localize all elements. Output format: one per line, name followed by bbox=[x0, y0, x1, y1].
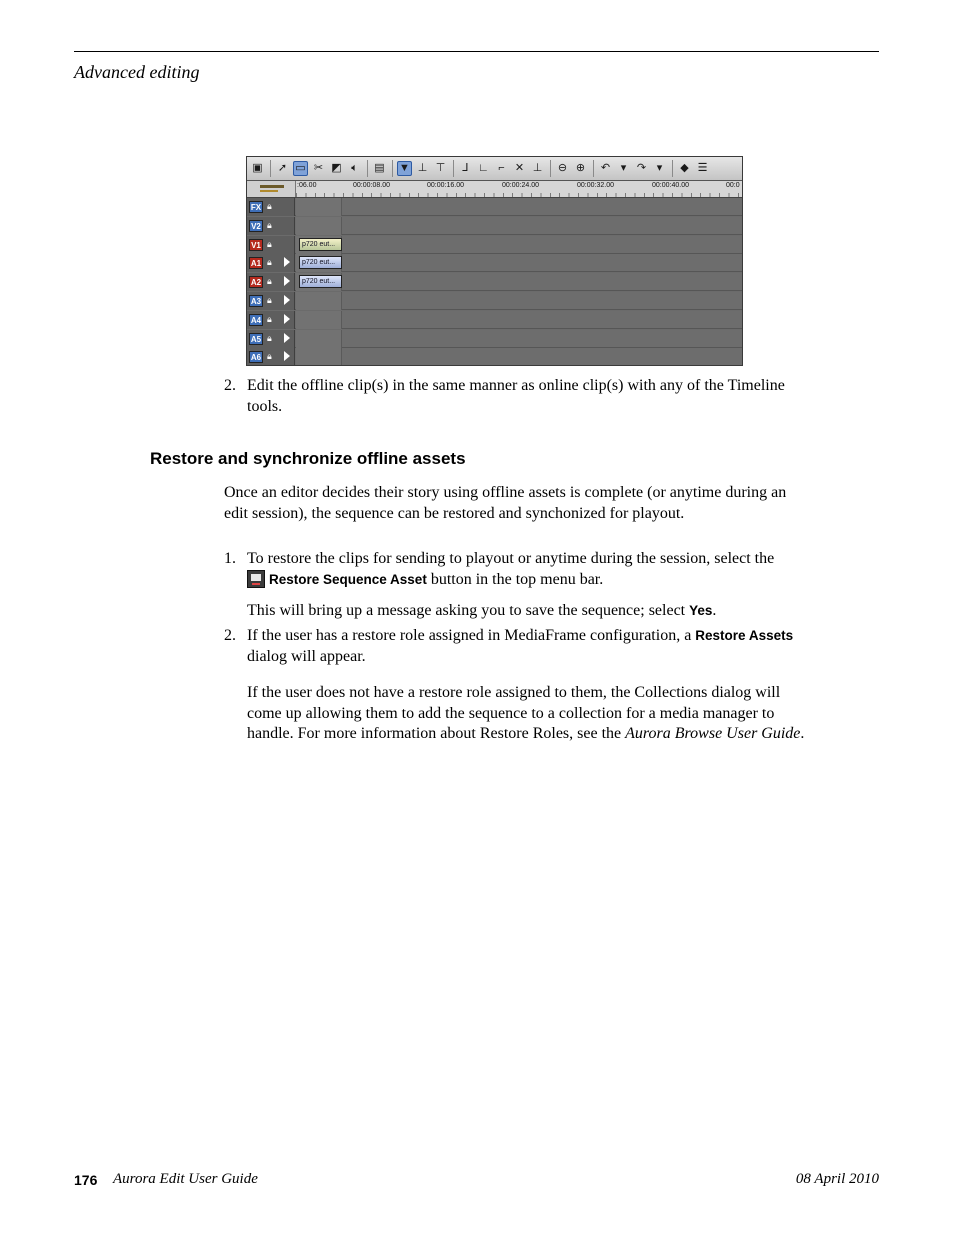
track-header[interactable] bbox=[247, 217, 295, 235]
insert-icon[interactable]: ▼ bbox=[397, 161, 412, 176]
toolbar-separator bbox=[367, 160, 368, 177]
speaker-icon[interactable]: 🔈︎ bbox=[351, 162, 358, 174]
track-lane[interactable] bbox=[296, 217, 342, 235]
step-paragraph-part: If the user does not have a restore role assigned to them, the Collections dialog will come up allowing them to add the sequence to a collection for a media manager to handle. For more information about Restore Roles, see the bbox=[247, 684, 781, 742]
lock-icon[interactable]: 🔒︎ bbox=[267, 219, 272, 230]
lock-icon[interactable]: 🔒︎ bbox=[267, 201, 272, 211]
timeline-clip[interactable]: p720 eut... bbox=[299, 256, 342, 269]
toolbar-separator bbox=[593, 160, 594, 177]
toolbar-separator bbox=[270, 160, 271, 177]
toolbar-separator bbox=[672, 160, 673, 177]
lock-icon[interactable]: 🔒︎ bbox=[267, 238, 272, 249]
track-lane[interactable] bbox=[296, 292, 342, 310]
play-icon[interactable] bbox=[284, 351, 290, 361]
lock-icon[interactable]: 🔒︎ bbox=[267, 276, 272, 287]
offline-tool-icon[interactable]: ▭ bbox=[293, 161, 308, 176]
track-header[interactable] bbox=[247, 254, 295, 272]
ui-label: Restore Sequence Asset bbox=[269, 571, 427, 587]
timecode-label: 00:0 bbox=[726, 182, 740, 189]
step-paragraph-part: . bbox=[800, 725, 805, 742]
section-heading: Restore and synchronize offline assets bbox=[150, 449, 466, 468]
track-lane[interactable] bbox=[296, 311, 342, 329]
track-header[interactable] bbox=[247, 198, 295, 216]
step-number: 2. bbox=[224, 377, 236, 394]
track-lane[interactable] bbox=[296, 348, 342, 366]
lock-icon[interactable]: 🔒︎ bbox=[267, 313, 272, 324]
ui-label: Restore Assets bbox=[695, 628, 794, 643]
timecode-label: 00:00:40.00 bbox=[652, 182, 689, 189]
delete-icon[interactable]: ✕ bbox=[514, 162, 525, 174]
track-row bbox=[247, 198, 742, 216]
step-note-part: This will bring up a message asking you to save the sequence; select bbox=[247, 602, 690, 619]
toolbar-separator bbox=[453, 160, 454, 177]
timeline-clip[interactable]: p720 eut... bbox=[299, 238, 342, 251]
track-row bbox=[247, 330, 742, 348]
track-row bbox=[247, 292, 742, 310]
marker-icon[interactable]: ◆ bbox=[680, 162, 689, 174]
ruler-head bbox=[247, 181, 296, 197]
timecode-ruler[interactable] bbox=[296, 181, 742, 197]
undo-icon[interactable]: ↶ bbox=[600, 162, 611, 174]
scissors-icon[interactable]: ✂ bbox=[313, 162, 324, 174]
timecode-label: 00:00:08.00 bbox=[353, 182, 390, 189]
toolbar-separator bbox=[550, 160, 551, 177]
zoom-in-icon[interactable]: ⊕ bbox=[575, 162, 586, 174]
toolbar-separator bbox=[392, 160, 393, 177]
play-icon[interactable] bbox=[284, 295, 290, 305]
track-header[interactable] bbox=[247, 292, 295, 310]
track-label[interactable]: FX bbox=[250, 203, 262, 212]
ripple-icon[interactable]: ⊥ bbox=[532, 162, 543, 174]
step-text-part: button in the top menu bar. bbox=[426, 570, 604, 588]
step-number: 2. bbox=[224, 627, 236, 644]
fill-tool-icon[interactable]: ◩ bbox=[331, 162, 342, 174]
play-icon[interactable] bbox=[284, 333, 290, 343]
ui-label: Yes bbox=[689, 603, 713, 618]
link-icon[interactable]: ∟ bbox=[478, 162, 489, 174]
timeline-screenshot bbox=[246, 156, 743, 366]
track-label[interactable]: A6 bbox=[250, 353, 262, 363]
step-text-part: If the user has a restore role assigned in MediaFrame configuration, a bbox=[247, 627, 696, 644]
step-paragraph bbox=[247, 683, 807, 745]
play-icon[interactable] bbox=[284, 257, 290, 267]
track-label[interactable]: A1 bbox=[250, 259, 262, 269]
step-note bbox=[247, 601, 812, 622]
track-row bbox=[247, 254, 742, 272]
track-label[interactable]: A5 bbox=[250, 334, 262, 344]
restore-sequence-icon bbox=[247, 570, 265, 588]
step-text: Edit the offline clip(s) in the same manner as online clip(s) with any of the Timeline tools. bbox=[247, 377, 785, 415]
split-edit-icon[interactable]: ⅃ bbox=[462, 162, 469, 174]
track-header[interactable] bbox=[247, 330, 295, 348]
track-label[interactable]: V2 bbox=[249, 220, 263, 232]
pointer-tool-icon[interactable]: ➚ bbox=[277, 162, 288, 174]
track-header[interactable] bbox=[247, 311, 295, 329]
track-height-icon-secondary bbox=[260, 190, 278, 192]
timeline-toolbar bbox=[247, 157, 742, 181]
lock-icon[interactable]: 🔒︎ bbox=[267, 257, 272, 268]
step-text-part: To restore the clips for sending to playout or anytime during the session, select the bbox=[247, 550, 775, 567]
track-lane[interactable] bbox=[296, 198, 342, 216]
step-note-part: . bbox=[712, 602, 717, 619]
track-row bbox=[247, 273, 742, 291]
restore-sequence-icon[interactable]: ▣ bbox=[252, 162, 263, 174]
play-icon[interactable] bbox=[284, 314, 290, 324]
page-number: 176 bbox=[74, 1172, 98, 1188]
step-text bbox=[247, 549, 812, 590]
track-label[interactable]: V1 bbox=[249, 239, 263, 251]
track-row bbox=[247, 311, 742, 329]
timecode-label: 00:00:32.00 bbox=[577, 182, 614, 189]
redo-dropdown-icon[interactable]: ▾ bbox=[656, 162, 663, 174]
track-row bbox=[247, 236, 742, 254]
timecode-label: :06.00 bbox=[297, 182, 317, 189]
lift-icon[interactable]: ⊤ bbox=[435, 162, 446, 174]
track-label[interactable]: A3 bbox=[250, 297, 262, 306]
track-label[interactable]: A2 bbox=[250, 278, 262, 288]
timecode-label: 00:00:16.00 bbox=[427, 182, 464, 189]
lock-icon[interactable]: 🔒︎ bbox=[267, 295, 272, 305]
undo-dropdown-icon[interactable]: ▾ bbox=[620, 162, 627, 174]
overwrite-icon[interactable]: ⊥ bbox=[417, 162, 428, 174]
footer-title: Aurora Edit User Guide bbox=[113, 1171, 258, 1187]
play-icon[interactable] bbox=[284, 276, 290, 286]
timecode-label: 00:00:24.00 bbox=[502, 182, 539, 189]
running-head: Advanced editing bbox=[74, 62, 200, 82]
track-header[interactable] bbox=[247, 348, 295, 366]
timeline-ruler-row bbox=[247, 181, 742, 198]
footer-date: 08 April 2010 bbox=[795, 1171, 879, 1187]
clapper-icon[interactable]: ▤ bbox=[374, 162, 385, 174]
track-header[interactable] bbox=[247, 273, 295, 291]
step-number: 1. bbox=[224, 550, 236, 567]
timeline-clip[interactable]: p720 eut... bbox=[299, 275, 342, 288]
track-label[interactable]: A4 bbox=[250, 315, 262, 325]
zoom-out-icon[interactable]: ⊖ bbox=[557, 162, 568, 174]
menu-icon[interactable]: ☰ bbox=[697, 162, 708, 174]
header-rule bbox=[74, 51, 879, 52]
track-row bbox=[247, 217, 742, 235]
unlink-icon[interactable]: ⌐ bbox=[498, 162, 505, 174]
redo-icon[interactable]: ↷ bbox=[636, 162, 647, 174]
step-text-part: dialog will appear. bbox=[247, 647, 366, 665]
lock-icon[interactable]: 🔒︎ bbox=[267, 332, 272, 343]
book-title: Aurora Browse User Guide bbox=[625, 725, 801, 742]
lock-icon[interactable]: 🔒︎ bbox=[267, 351, 272, 362]
track-header[interactable] bbox=[247, 236, 295, 254]
track-row bbox=[247, 348, 742, 366]
step-text bbox=[247, 626, 807, 667]
track-lane[interactable] bbox=[296, 330, 342, 348]
section-intro: Once an editor decides their story using offline assets is complete (or anytime during an edit session), the sequence can be restored and synchonized for playout. bbox=[224, 484, 787, 522]
track-height-icon[interactable] bbox=[260, 185, 284, 188]
